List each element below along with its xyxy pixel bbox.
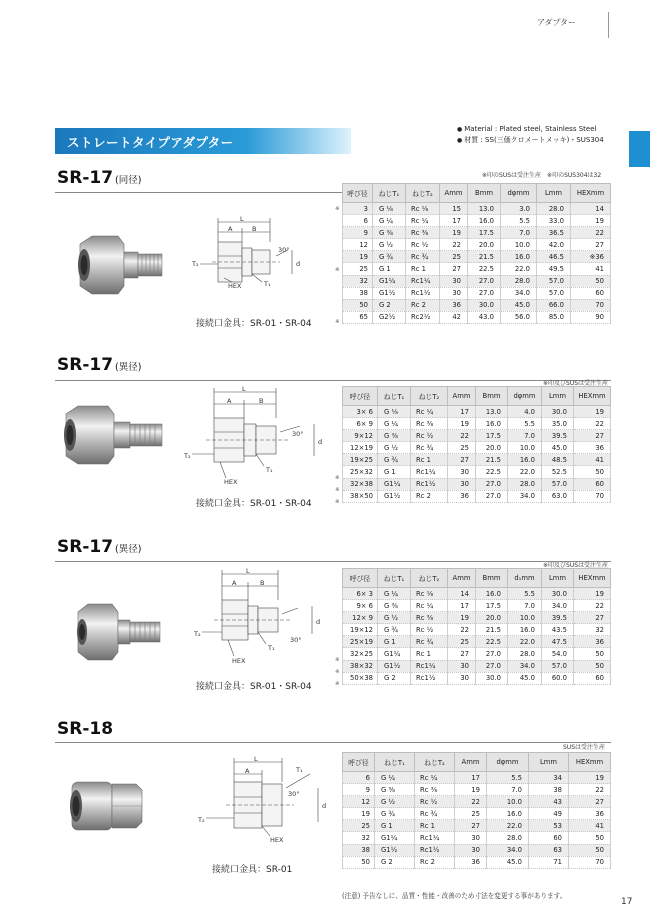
table-row: 3 G ⅛ Rc ⅛ 15 13.0 3.0 28.0 14	[343, 203, 611, 215]
dim-label-A: A	[227, 397, 232, 405]
table-row: 38×50 G1½ Rc 2 36 27.0 34.0 63.0 70	[343, 490, 611, 502]
dim-label-HEX: HEX	[232, 657, 246, 665]
dim-label-A: A	[228, 225, 233, 233]
dim-label-T2: T₂	[192, 260, 199, 268]
table-row: 9×12 G ⅜ Rc ½ 22 17.5 7.0 39.5 27	[343, 430, 611, 442]
table-row: 12× 9 G ½ Rc ⅜ 19 20.0 10.0 39.5 27	[343, 612, 611, 624]
table-row: 6× 3 G ¼ Rc ⅛ 14 16.0 5.5 30.0 19	[343, 588, 611, 600]
fitting-photo	[66, 776, 152, 836]
material-info	[457, 124, 604, 146]
spec-table	[342, 183, 611, 324]
dim-label-d: d	[318, 438, 323, 446]
section-title: SR-18	[57, 719, 114, 739]
column-header: ねじT₂	[411, 387, 448, 406]
page-banner	[55, 128, 351, 154]
column-header: dφmm	[487, 753, 529, 772]
column-header: Lmm	[542, 569, 574, 588]
order-note: ※印及びSUSは受注生産	[543, 562, 609, 569]
section-title: SR-17 (同径)	[57, 168, 142, 188]
table-row: 38 G1½ Rc1½ 30 34.0 63 50	[343, 844, 611, 856]
column-header: ねじT₂	[411, 569, 448, 588]
order-note: ※印及びSUSは受注生産	[543, 380, 609, 387]
table-row: 32 G1¼ Rc1¼ 30 27.0 28.0 57.0 50	[343, 275, 611, 287]
spec-table	[342, 568, 611, 685]
dim-label-B: B	[252, 225, 257, 233]
column-header: Amm	[448, 569, 476, 588]
order-mark: ※	[335, 681, 340, 687]
dim-label-T1: T₁	[266, 466, 273, 474]
column-header: ねじT₂	[406, 184, 440, 203]
column-header: ねじT₁	[378, 569, 411, 588]
category-label: アダプター	[537, 18, 576, 27]
table-row: 6× 9 G ¼ Rc ⅜ 19 16.0 5.5 35.0 22	[343, 418, 611, 430]
table-row: 6 G ¼ Rc ¼ 17 5.5 34 19	[343, 772, 611, 784]
dimension-drawing	[188, 212, 324, 308]
table-row: 50 G 2 Rc 2 36 30.0 45.0 66.0 70	[343, 299, 611, 311]
table-row: 19×12 G ¾ Rc ½ 22 21.5 16.0 43.5 32	[343, 624, 611, 636]
table-row: 19 G ¾ Rc ¾ 25 21.5 16.0 46.5 ※36	[343, 251, 611, 263]
dim-label-T2: T₂	[198, 816, 205, 824]
column-header: 呼び径	[343, 387, 378, 406]
column-header: ねじT₁	[373, 184, 406, 203]
dim-label-L: L	[254, 755, 258, 763]
dim-label-T1: T₁	[268, 644, 275, 652]
table-row: 9 G ⅜ Rc ⅜ 19 17.5 7.0 36.5 22	[343, 227, 611, 239]
table-row: 25×19 G 1 Rc ¾ 25 22.5 22.0 47.5 36	[343, 636, 611, 648]
table-row: 65 G2½ Rc2½ 42 43.0 56.0 85.0 90	[343, 311, 611, 323]
dimension-drawing	[190, 752, 340, 848]
table-row: 25×32 G 1 Rc1¼ 30 22.5 22.0 52.5 50	[343, 466, 611, 478]
order-note: SUSは受注生産	[563, 744, 606, 751]
table-row: 3× 6 G ⅛ Rc ¼ 17 13.0 4.0 30.0 19	[343, 406, 611, 418]
footnote: (注意) 予告なしに、品質・性能・改善のため寸法を変更する事があります。	[342, 892, 567, 900]
table-row: 50 G 2 Rc 2 36 45.0 71 70	[343, 856, 611, 868]
connection-note: 接続口金具：SR-01・SR-04	[196, 499, 312, 509]
dim-label-T1: T₁	[296, 766, 303, 774]
dim-label-L: L	[240, 215, 244, 223]
column-header: dφmm	[501, 184, 537, 203]
table-row: 12×19 G ½ Rc ¾ 25 20.0 10.0 45.0 36	[343, 442, 611, 454]
dim-label-HEX: HEX	[270, 836, 284, 844]
dim-label-angle: 30°	[288, 790, 300, 798]
column-header: Bmm	[476, 569, 508, 588]
table-row: 19×25 G ¾ Rc 1 27 21.5 16.0 48.5 41	[343, 454, 611, 466]
section-divider	[55, 742, 611, 743]
dim-label-T2: T₂	[184, 452, 191, 460]
material-line-en: ● Material : Plated steel, Stainless Steel	[457, 124, 604, 135]
section-tab-marker	[629, 131, 650, 167]
order-mark: ※	[335, 319, 340, 325]
column-header: Amm	[440, 184, 468, 203]
table-row: 38 G1½ Rc1½ 30 27.0 34.0 57.0 60	[343, 287, 611, 299]
dim-label-A: A	[245, 767, 250, 775]
table-row: 32 G1¼ Rc1¼ 30 28.0 60 50	[343, 832, 611, 844]
dim-label-A: A	[232, 579, 237, 587]
banner-title: ストレートタイプアダプター	[67, 135, 234, 150]
column-header: HEXmm	[574, 387, 611, 406]
fitting-photo	[72, 232, 168, 298]
table-row: 32×38 G1¼ Rc1½ 30 27.0 28.0 57.0 60	[343, 478, 611, 490]
column-header: Lmm	[537, 184, 571, 203]
table-row: 9 G ⅜ Rc ⅜ 19 7.0 38 22	[343, 784, 611, 796]
dim-label-T1: T₁	[264, 280, 271, 288]
dim-label-HEX: HEX	[224, 478, 238, 486]
column-header: 呼び径	[343, 184, 373, 203]
section-divider	[55, 380, 611, 381]
column-header: 呼び径	[343, 753, 375, 772]
column-header: HEXmm	[571, 184, 611, 203]
connection-note: 接続口金具：SR-01・SR-04	[196, 682, 312, 692]
order-mark: ※	[335, 487, 340, 493]
column-header: Amm	[455, 753, 487, 772]
order-mark: ※	[335, 669, 340, 675]
table-row: 50×38 G 2 Rc1½ 30 30.0 45.0 60.0 60	[343, 672, 611, 684]
table-row: 25 G 1 Rc 1 27 22.0 53 41	[343, 820, 611, 832]
dimension-drawing	[180, 382, 330, 490]
dim-label-T2: T₂	[194, 630, 201, 638]
order-mark: ※	[335, 657, 340, 663]
column-header: HEXmm	[569, 753, 611, 772]
dim-label-angle: 30°	[278, 246, 290, 254]
table-row: 38×32 G1½ Rc1¼ 30 27.0 34.0 57.0 50	[343, 660, 611, 672]
column-header: Amm	[448, 387, 476, 406]
order-mark: ※	[335, 499, 340, 505]
table-row: 9× 6 G ⅜ Rc ¼ 17 17.5 7.0 34.0 22	[343, 600, 611, 612]
section-title: SR-17 (異径)	[57, 537, 142, 557]
connection-note: 接続口金具：SR-01	[212, 865, 293, 875]
column-header: ねじT₂	[415, 753, 455, 772]
column-header: Lmm	[529, 753, 569, 772]
dim-label-HEX: HEX	[228, 282, 242, 290]
table-row: 25 G 1 Rc 1 27 22.5 22.0 49.5 41	[343, 263, 611, 275]
column-header: Bmm	[476, 387, 508, 406]
order-mark: ※	[335, 475, 340, 481]
dim-label-B: B	[260, 579, 265, 587]
page-number: 17	[621, 897, 633, 907]
table-row: 6 G ¼ Rc ¼ 17 16.0 5.5 33.0 19	[343, 215, 611, 227]
dim-label-d: d	[296, 260, 301, 268]
table-row: 32×25 G1¼ Rc 1 27 27.0 28.0 54.0 50	[343, 648, 611, 660]
column-header: Bmm	[468, 184, 501, 203]
section-divider	[55, 561, 611, 562]
table-row: 12 G ½ Rc ½ 22 10.0 43 27	[343, 796, 611, 808]
column-header: dφmm	[508, 387, 542, 406]
connection-note: 接続口金具：SR-01・SR-04	[196, 319, 312, 329]
header-divider	[608, 12, 609, 38]
dim-label-d: d	[322, 802, 327, 810]
dim-label-L: L	[242, 385, 246, 393]
dim-label-angle: 30°	[290, 636, 302, 644]
column-header: HEXmm	[574, 569, 611, 588]
table-row: 19 G ¾ Rc ¾ 25 16.0 49 36	[343, 808, 611, 820]
dim-label-L: L	[246, 567, 250, 575]
dim-label-B: B	[259, 397, 264, 405]
dim-label-d: d	[316, 618, 321, 626]
fitting-photo	[60, 404, 170, 466]
spec-table	[342, 386, 611, 503]
table-row: 12 G ½ Rc ½ 22 20.0 10.0 42.0 27	[343, 239, 611, 251]
column-header: d₁mm	[508, 569, 542, 588]
column-header: 呼び径	[343, 569, 378, 588]
dimension-drawing	[188, 566, 328, 670]
spec-table	[342, 752, 611, 869]
section-title: SR-17 (異径)	[57, 355, 142, 375]
material-line-jp: ● 材質 : SS(三価クロメートメッキ)・SUS304	[457, 135, 604, 146]
column-header: Lmm	[542, 387, 574, 406]
fitting-photo	[72, 602, 168, 662]
order-mark: ※	[335, 206, 340, 212]
order-note: ※印のSUSは受注生産 ※印のSUS304は32	[482, 172, 602, 179]
order-mark: ※	[335, 267, 340, 273]
column-header: ねじT₁	[375, 753, 415, 772]
dim-label-angle: 30°	[292, 430, 304, 438]
column-header: ねじT₁	[378, 387, 411, 406]
